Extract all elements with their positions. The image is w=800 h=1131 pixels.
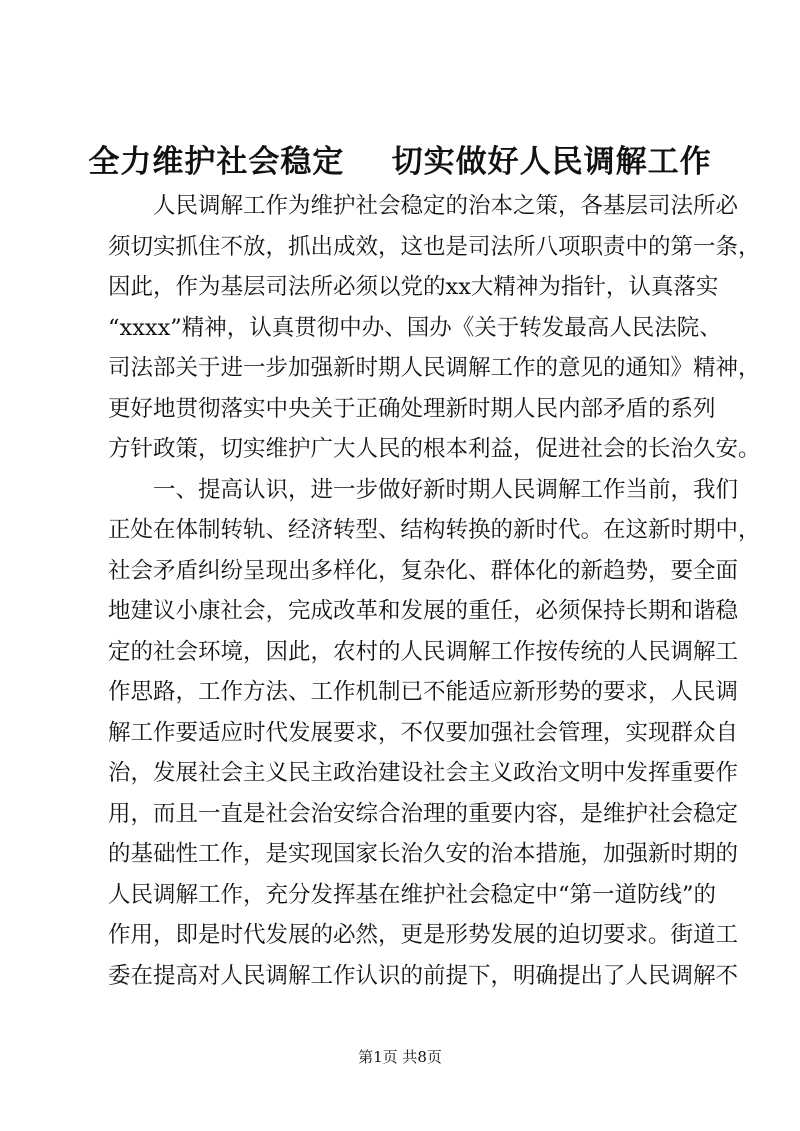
body-line: 更好地贯彻落实中央关于正确处理新时期人民内部矛盾的系列 — [108, 395, 716, 422]
body-line: 方针政策，切实维护广大人民的根本利益，促进社会的长治久安。 — [108, 436, 761, 462]
document-title: 全力维护社会稳定 切实做好人民调解工作 — [88, 144, 712, 180]
body-line: 作思路，工作方法、工作机制已不能适应新形势的要求，人民调 — [108, 679, 739, 705]
body-line: 人民调解工作，充分发挥基在维护社会稳定中“第一道防线”的 — [108, 881, 717, 908]
body-line: 因此，作为基层司法所必须以党的xx大精神为指针，认真落实 — [108, 274, 719, 300]
body-line: “xxxx”精神，认真贯彻中办、国办《关于转发最高人民法院、 — [108, 314, 722, 341]
body-line: 须切实抓住不放，抓出成效，这也是司法所八项职责中的第一条， — [108, 233, 761, 260]
body-line: 的基础性工作，是实现国家长治久安的治本措施，加强新时期的 — [108, 841, 739, 867]
body-line: 治，发展社会主义民主政治建设社会主义政治文明中发挥重要作 — [108, 760, 739, 786]
body-line: 用，而且一直是社会治安综合治理的重要内容，是维护社会稳定 — [108, 800, 739, 827]
body-line: 解工作要适应时代发展要求，不仅要加强社会管理，实现群众自 — [108, 719, 739, 746]
body-line: 一、提高认识，进一步做好新时期人民调解工作当前，我们 — [153, 476, 739, 503]
body-line: 正处在体制转轨、经济转型、结构转换的新时代。在这新时期中， — [108, 517, 761, 543]
body-line: 作用，即是时代发展的必然，更是形势发展的迫切要求。街道工 — [108, 922, 739, 948]
body-line: 司法部关于进一步加强新时期人民调解工作的意见的通知》精神， — [108, 355, 761, 381]
body-line: 人民调解工作为维护社会稳定的治本之策，各基层司法所必 — [153, 193, 739, 219]
body-line: 定的社会环境，因此，农村的人民调解工作按传统的人民调解工 — [108, 638, 739, 665]
body-line: 社会矛盾纠纷呈现出多样化，复杂化、群体化的新趋势，要全面 — [108, 557, 739, 584]
body-line: 地建议小康社会，完成改革和发展的重任，必须保持长期和谐稳 — [108, 598, 739, 624]
page-number-footer: 第1页 共8页 — [358, 1048, 442, 1066]
body-line: 委在提高对人民调解工作认识的前提下，明确提出了人民调解不 — [108, 962, 739, 989]
document-body — [108, 186, 761, 996]
